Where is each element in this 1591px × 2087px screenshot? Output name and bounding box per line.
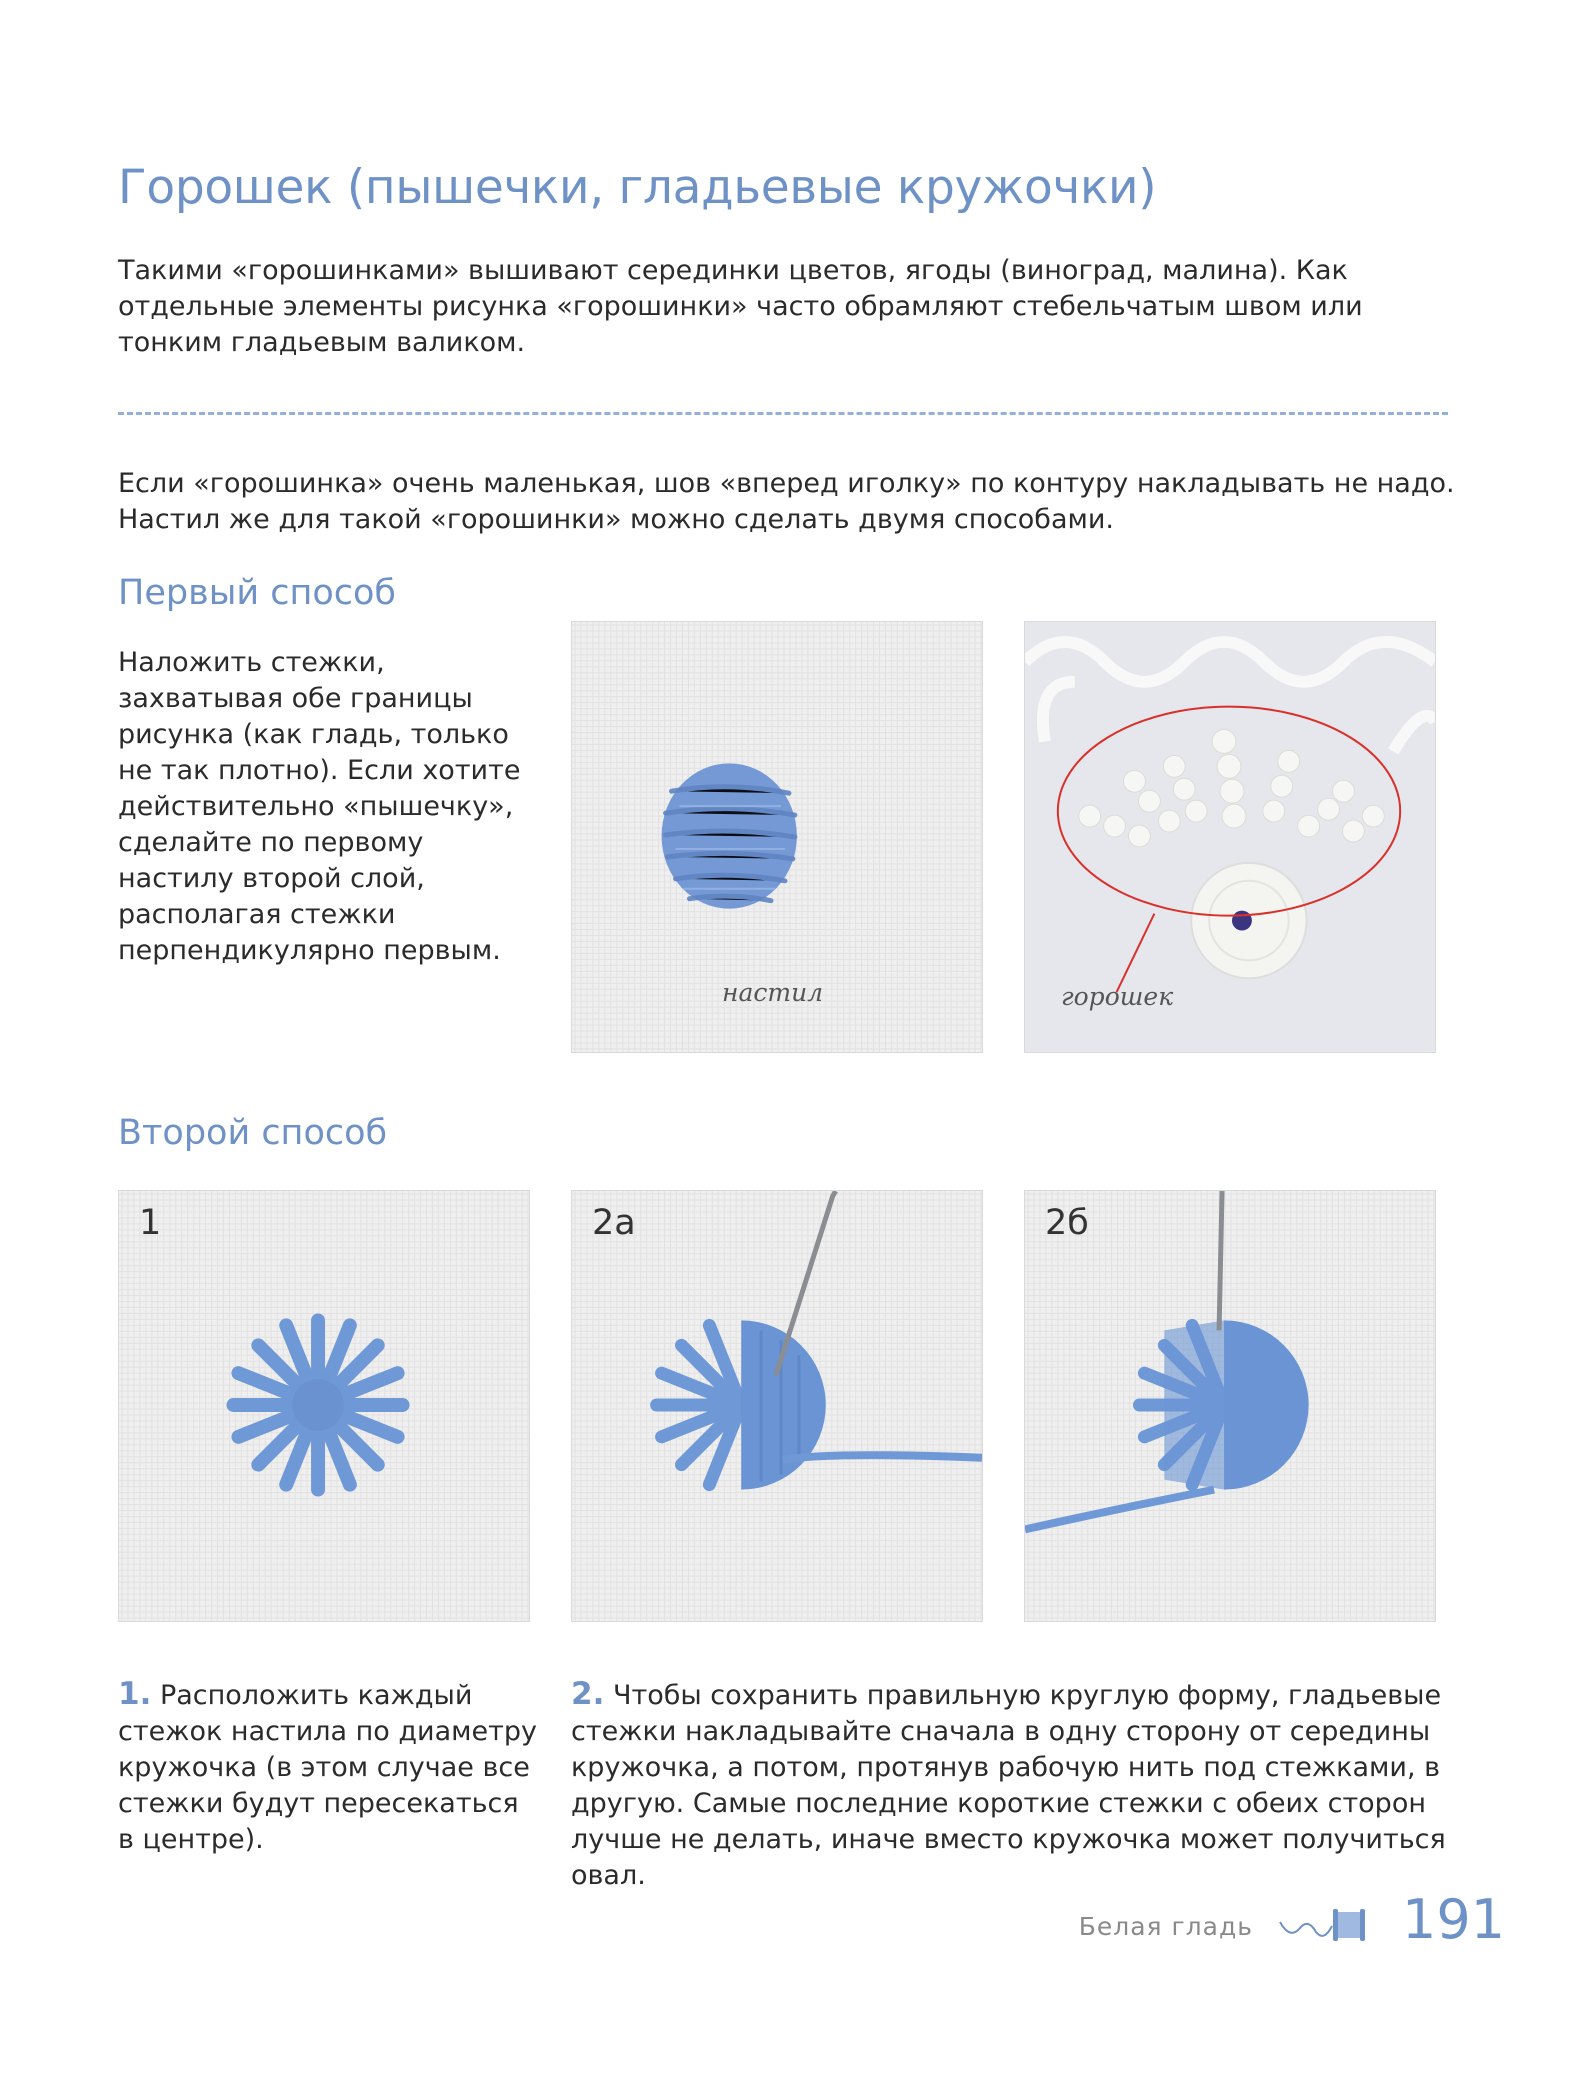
thread-spool-icon bbox=[1278, 1900, 1378, 1950]
photo-goroshek-caption: горошек bbox=[1061, 982, 1174, 1011]
photo-step-2a-number: 2а bbox=[592, 1203, 636, 1243]
step-2-number: 2. bbox=[571, 1676, 605, 1712]
photo-step-2b-image bbox=[1025, 1191, 1435, 1621]
photo-step-2b-number: 2б bbox=[1045, 1203, 1089, 1243]
photo-step-1-image bbox=[119, 1191, 529, 1621]
photo-step-1-number: 1 bbox=[139, 1203, 162, 1243]
intro-paragraph: Такими «горошинками» вышивают серединки цветов, ягоды (виноград, малина). Как отдельные элементы рисунка «горошинки» часто обрамляют стебельчатым швом или тонким гладьевым валиком. bbox=[118, 255, 1363, 358]
step-2-text bbox=[571, 1676, 1451, 1894]
step-2-body: Чтобы сохранить правильную круглую форму, гладьевые стежки накладывайте сначала в одну сторону от середины кружочка, а потом, протянув рабочую нить под стежками, в другую. Самые последние короткие стежки с обеих сторон лучше не делать, иначе вместо кружочка может получиться овал. bbox=[571, 1680, 1446, 1891]
footer-section-name: Белая гладь bbox=[1078, 1912, 1253, 1941]
photo-step-1 bbox=[118, 1190, 530, 1622]
photo-step-2a-image bbox=[572, 1191, 982, 1621]
dashed-divider bbox=[118, 412, 1448, 415]
photo-step-2a bbox=[571, 1190, 983, 1622]
methods-paragraph: Если «горошинка» очень маленькая, шов «вперед иголку» по контуру накладывать не надо. Настил же для такой «горошинки» можно сделать двумя способами. bbox=[118, 468, 1455, 535]
page-title: Горошек (пышечки, гладьевые кружочки) bbox=[118, 160, 1157, 215]
photo-nastil-caption: настил bbox=[722, 978, 824, 1007]
page-number: 191 bbox=[1402, 1888, 1506, 1951]
second-method-heading: Второй способ bbox=[118, 1113, 388, 1153]
photo-goroshek bbox=[1024, 621, 1436, 1053]
photo-nastil bbox=[571, 621, 983, 1053]
step-1-text bbox=[118, 1676, 538, 1858]
photo-step-2b bbox=[1024, 1190, 1436, 1622]
first-method-heading: Первый способ bbox=[118, 573, 396, 613]
step-1-number: 1. bbox=[118, 1676, 152, 1712]
step-1-body: Расположить каждый стежок настила по диаметру кружочка (в этом случае все стежки будут пересекаться в центре). bbox=[118, 1680, 537, 1855]
first-method-text: Наложить стежки, захватывая обе границы рисунка (как гладь, только не так плотно). Если хотите действительно «пышечку», сделайте по первому настилу второй слой, располагая стежки перпендикулярно первым. bbox=[118, 647, 521, 966]
